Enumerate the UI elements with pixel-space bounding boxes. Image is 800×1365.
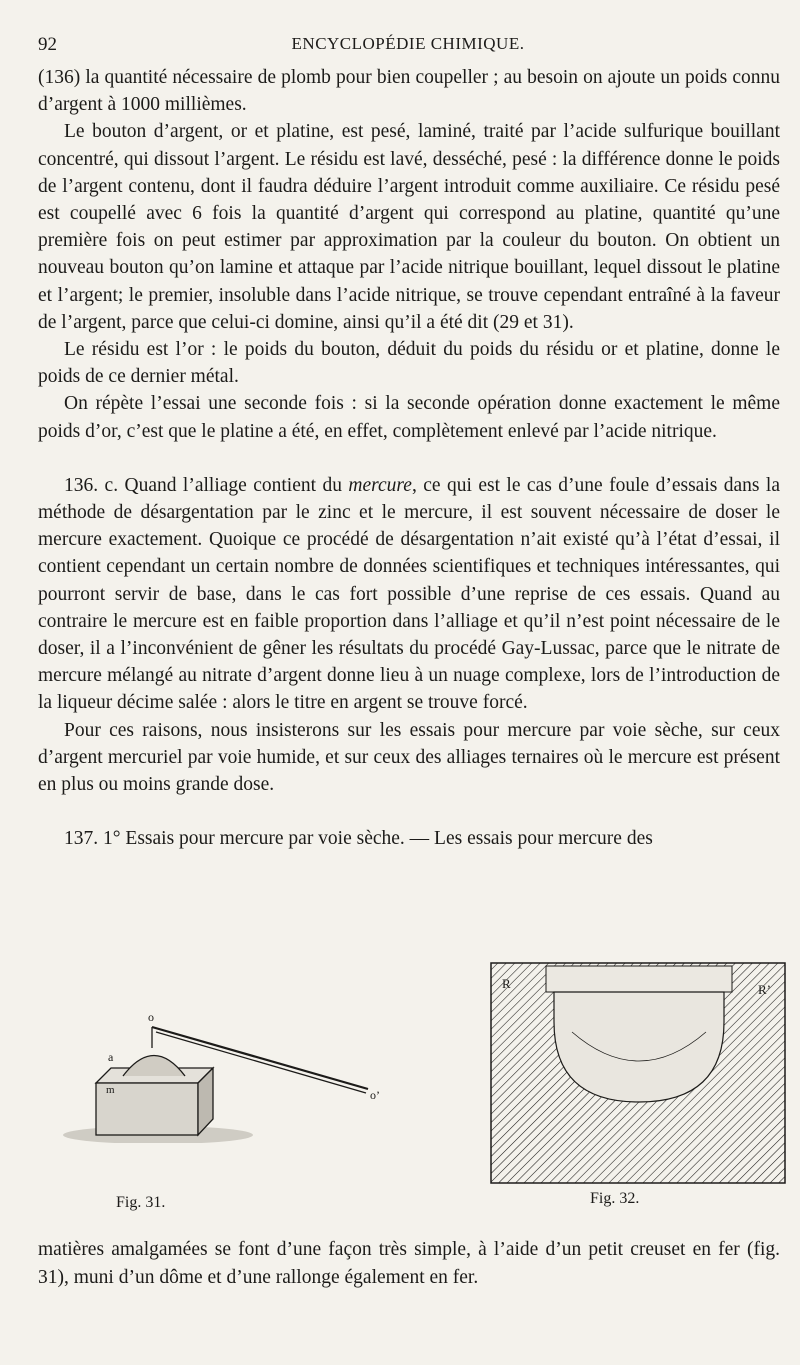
fig31-label-a: a xyxy=(108,1050,114,1064)
figure-31-caption: Fig. 31. xyxy=(116,1194,166,1211)
figure-32-section-illustration xyxy=(490,962,786,1184)
fig31-label-o: o xyxy=(148,1013,154,1024)
paragraph-platinum-assay: Le bouton d’argent, or et platine, est pesé, laminé, traité par l’acide sulfurique bouillant concentré, qui dissout l’argent. Le résidu est lavé, desséché, pesé : la différence donne le poids de l’argent contenu, dont il faudra déduire l’argent introduit comme auxiliaire. Ce résidu pesé est coupellé avec 6 fois la quantité d’argent qui correspond au platine, quantité qu’une première fois on peut estimer par approximation par la couleur du bouton. On obtient un nouveau bouton qu’on lamine et attaque par l’acide nitrique bouillant, lequel dissout le platine et l’argent; le premier, insoluble dans l’acide nitrique, se trouve cependant entraîné à la faveur de l’argent, parce que celui-ci domine, ainsi qu’il a été dit (29 et 31). xyxy=(38,121,780,333)
paragraph-reasons: Pour ces raisons, nous insisterons sur les essais pour mercure par voie sèche, sur ceux d’argent mercuriel par voie humide, et sur ceux des alliages ternaires où le mercure est présent en plus ou moins grande dose. xyxy=(38,719,780,796)
paragraph-136c-start: 136. c. Quand l’alliage contient du xyxy=(64,474,349,496)
page-number: 92 xyxy=(38,34,57,55)
paragraph-continuation: (136) la quantité nécessaire de plomb pour bien coupeller ; au besoin on ajoute un poids connu d’argent à 1000 millièmes. xyxy=(38,67,780,116)
fig32-label-r: R xyxy=(502,976,511,991)
paragraph-137-heading: 137. 1° Essais pour mercure par voie sèche. — Les essais pour mercure des xyxy=(64,828,653,850)
paragraph-gold-residue: Le résidu est l’or : le poids du bouton, déduit du poids du résidu or et platine, donne le poids de ce dernier métal. xyxy=(38,339,780,388)
paragraph-136c xyxy=(38,472,780,717)
page-header xyxy=(38,34,778,60)
fig32-label-r-prime: R’ xyxy=(758,982,771,997)
fig31-label-o-prime: o’ xyxy=(370,1088,380,1102)
paragraph-136c-rest: , ce qui est le cas d’une foule d’essais dans la méthode de désargentation par le zinc et le mercure, il est souvent nécessaire de doser le mercure exactement. Quoique ce procédé de désargentation n’ait existé qu’à l’état d’essai, il contient cependant un certain nombre de données scientifiques et techniques intéressantes, qui pourront servir de base, dans le cas fort possible d’une reprise de ces essais. Quand au contraire le mercure est en faible proportion dans l’alliage et qu’il n’est point nécessaire de le doser, il a l’inconvénient de gêner les résultats du procédé Gay-Lussac, parce que le nitrate de mercure mélangé au nitrate d’argent donne lieu à un nuage complexe, lors de l’introduction de la liqueur décime salée : alors le titre en argent se trouve forcé. xyxy=(38,474,780,714)
section-gap xyxy=(38,445,780,472)
section-gap xyxy=(38,798,780,825)
figures-block xyxy=(38,958,780,1220)
running-title: ENCYCLOPÉDIE CHIMIQUE. xyxy=(291,34,525,53)
fig32-crucible-bowl xyxy=(554,992,724,1102)
paragraph-repeat-test: On répète l’essai une seconde fois : si la seconde opération donne exactement le même poids d’or, c’est que le platine a été, en effet, complètement enlevé par l’acide nitrique. xyxy=(38,393,780,442)
paragraph-137-continuation: matières amalgamées se font d’une façon très simple, à l’aide d’un petit creuset en fer (fig. 31), muni d’un dôme et d’une rallonge également en fer. xyxy=(38,1239,780,1288)
fig32-rim xyxy=(546,966,732,992)
fig31-label-m: m xyxy=(106,1084,115,1096)
fig31-dome xyxy=(123,1056,185,1077)
closing-text xyxy=(38,1236,780,1292)
paragraph-136c-italic: mercure xyxy=(348,474,412,496)
body-text xyxy=(38,64,780,852)
figure-32-caption: Fig. 32. xyxy=(590,1190,640,1207)
figure-31-crucible-illustration xyxy=(48,1013,408,1143)
